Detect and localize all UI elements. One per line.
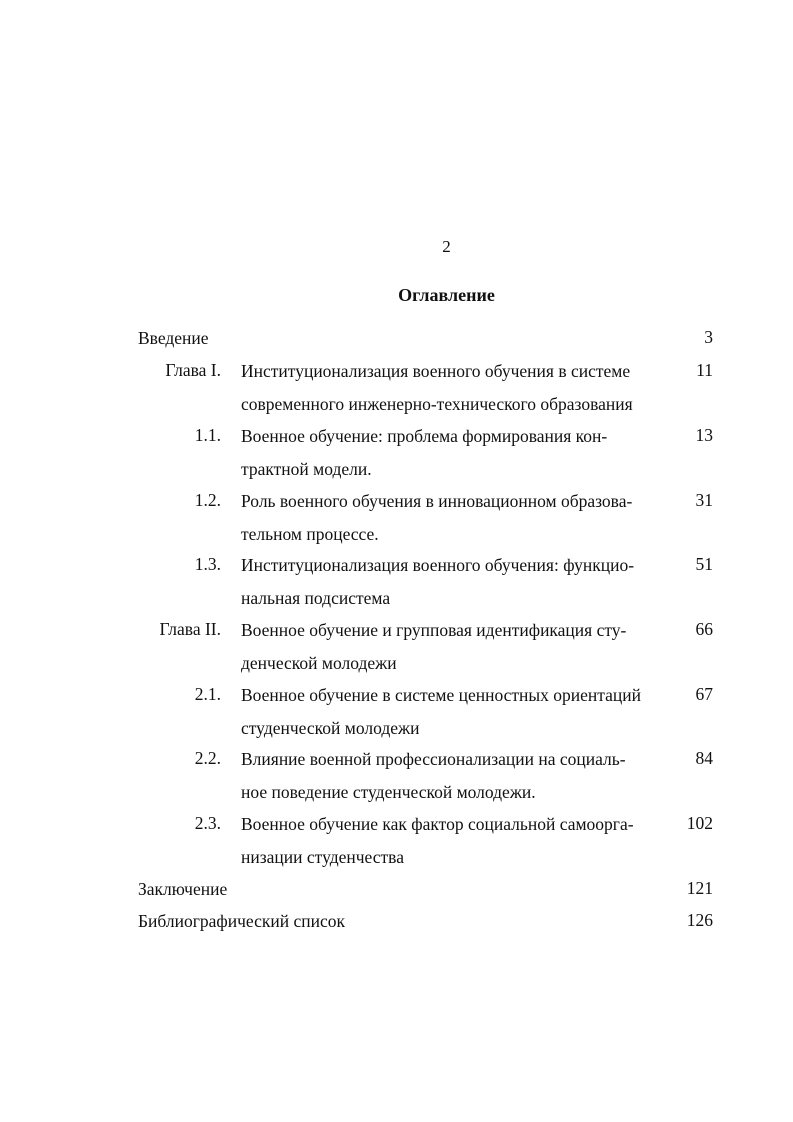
toc-entry-number: 2.2. — [194, 748, 221, 768]
toc-entry-title: Введение — [138, 328, 209, 348]
toc-entry-page: 121 — [686, 878, 713, 898]
toc-entry-page: 66 — [695, 619, 713, 639]
toc-entry-page: 31 — [695, 490, 713, 510]
toc-entry-page: 84 — [695, 748, 713, 768]
toc-entry-page: 126 — [686, 910, 713, 930]
page-number: 2 — [442, 237, 451, 256]
toc-entry-title-line: Военное обучение в системе ценностных ориентаций — [241, 685, 642, 705]
toc-entry-title-line: ное поведение студенческой молодежи. — [241, 782, 536, 802]
toc-entry-page: 11 — [696, 360, 713, 380]
toc-entry-title-line: современного инженерно-технического образования — [241, 394, 633, 414]
toc-entry-title: Библиографический список — [138, 911, 346, 931]
toc-entry-number: 2.3. — [194, 813, 221, 833]
toc-entry-page: 51 — [695, 554, 713, 574]
toc-entry-title-line: трактной модели. — [241, 459, 372, 479]
toc-entry-title-line: Военное обучение и групповая идентификация сту- — [241, 620, 627, 640]
toc-entry-title-line: нальная подсистема — [241, 588, 391, 608]
toc-entry-title-line: Военное обучение: проблема формирования кон- — [241, 426, 608, 446]
toc-entry-number: 1.2. — [194, 490, 221, 510]
toc-entry-title-line: Влияние военной профессионализации на социаль- — [241, 749, 626, 769]
toc-entry-title-line: Институционализация военного обучения в системе — [241, 361, 631, 381]
toc-entry-page: 3 — [704, 327, 713, 347]
toc-entry-number: Глава II. — [159, 619, 221, 639]
toc-title: Оглавление — [398, 285, 495, 305]
toc-entry-number: Глава I. — [165, 360, 221, 380]
toc-entry-title-line: низации студенчества — [241, 847, 404, 867]
toc-entry-title-line: Военное обучение как фактор социальной самоорга- — [241, 814, 634, 834]
toc-entry-number: 1.3. — [194, 554, 221, 574]
toc-entry-title-line: тельном процессе. — [241, 524, 379, 544]
toc-entry-page: 13 — [695, 425, 713, 445]
toc-entry-title-line: денческой молодежи — [241, 653, 397, 673]
toc-entry-number: 2.1. — [194, 684, 221, 704]
toc-entry-title-line: Институционализация военного обучения: функцио- — [241, 555, 635, 575]
toc-entry-page: 102 — [686, 813, 713, 833]
toc-entry-title-line: Роль военного обучения в инновационном образова- — [241, 491, 633, 511]
toc-entry-number: 1.1. — [194, 425, 221, 445]
toc-entry-title-line: студенческой молодежи — [241, 718, 420, 738]
toc-entry-title: Заключение — [138, 879, 228, 899]
toc-entry-page: 67 — [695, 684, 713, 704]
